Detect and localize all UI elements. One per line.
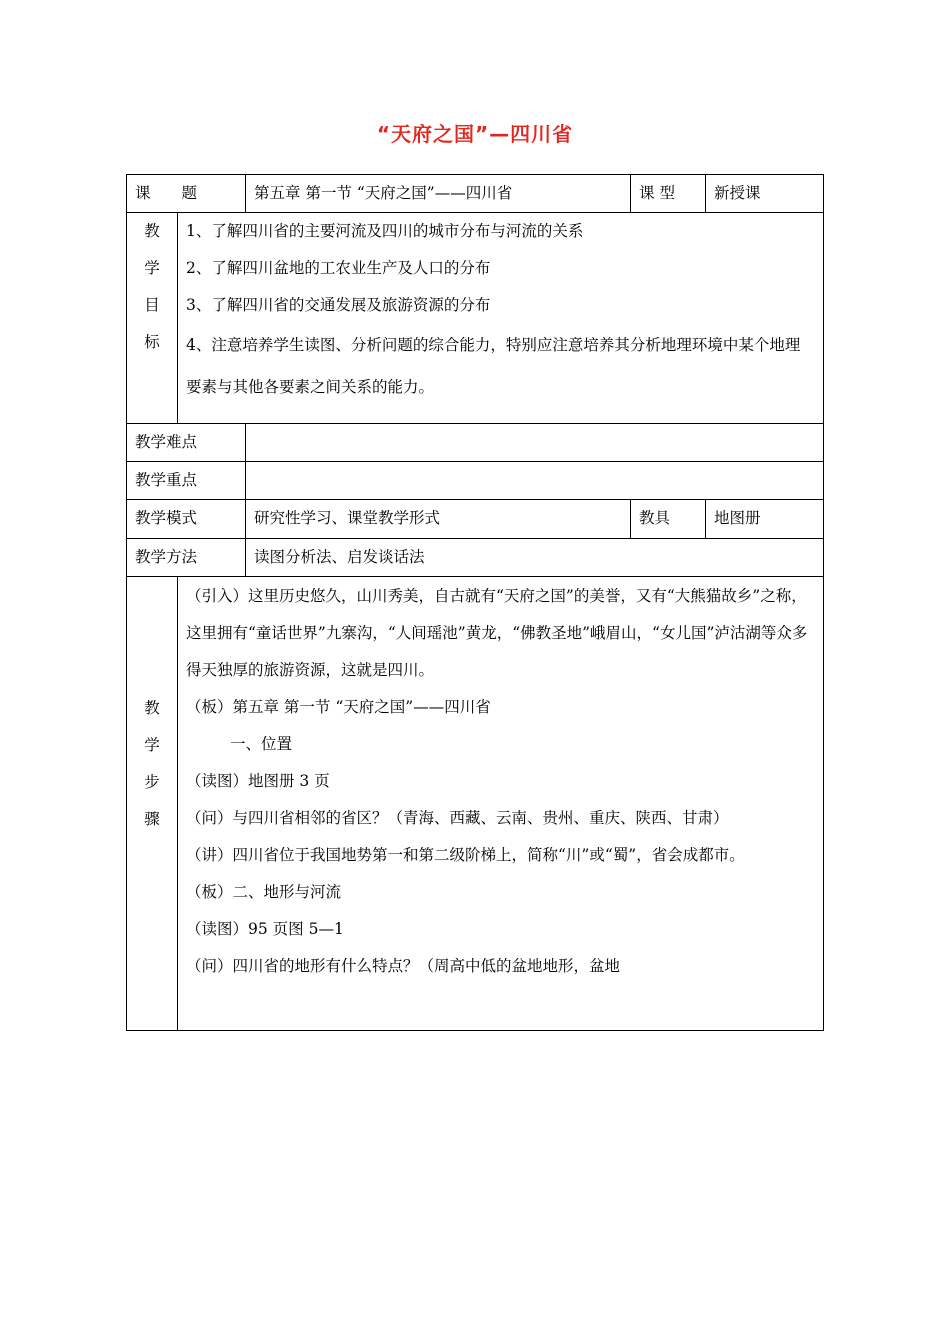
step-paragraph: （读图）地图册 3 页 [186,772,330,790]
difficulty-row [127,424,824,462]
steps-label-char: 步 [144,772,160,791]
key-points-label: 教学重点 [127,462,246,500]
goal-item: 3、了解四川省的交通发展及旅游资源的分布 [186,296,491,314]
step-paragraph: （问）四川省的地形有什么特点？（周高中低的盆地地形，盆地 [186,957,621,975]
goals-row [127,213,824,424]
goals-content [178,213,824,424]
step-paragraph: （问）与四川省相邻的省区？（青海、西藏、云南、贵州、重庆、陕西、甘肃） [186,809,729,827]
mode-value: 研究性学习、课堂教学形式 [246,500,631,539]
mode-label: 教学模式 [127,500,246,539]
tools-label: 教具 [631,500,706,539]
step-paragraph: （板）二、地形与河流 [186,883,342,901]
goal-item: 1、了解四川省的主要河流及四川的城市分布与河流的关系 [186,222,584,240]
goal-item: 4、注意培养学生读图、分析问题的综合能力，特别应注意培养其分析地理环境中某个地理要素与其他各要素之间关系的能力。 [186,336,801,396]
mode-row [127,500,824,539]
step-paragraph: （引入）这里历史悠久，山川秀美，自古就有“天府之国”的美誉，又有“大熊猫故乡”之称，这里拥有“童话世界”九寨沟，“人间瑶池”黄龙，“佛教圣地”峨眉山，“女儿国”泸沽湖等众多得天独厚的旅游资源，这就是四川。 [186,587,808,679]
goals-label-char: 教 [144,222,160,240]
steps-label-char: 骤 [144,809,160,828]
difficulty-value [246,424,824,462]
steps-label-char: 教 [144,698,160,717]
lesson-type-label: 课 型 [631,175,706,213]
method-row [127,539,824,577]
steps-label [127,577,178,1031]
topic-row [127,175,824,213]
lesson-type-value: 新授课 [706,175,824,213]
key-points-value [246,462,824,500]
goals-label [127,213,178,424]
goals-label-char: 学 [144,259,160,277]
lesson-plan-table [126,174,824,1031]
method-value: 读图分析法、启发谈话法 [246,539,824,577]
step-paragraph: （讲）四川省位于我国地势第一和第二级阶梯上，简称“川”或“蜀”，省会成都市。 [186,846,745,864]
steps-content [178,577,824,1031]
goals-label-char: 目 [144,296,160,314]
difficulty-label: 教学难点 [127,424,246,462]
tools-value: 地图册 [706,500,824,539]
topic-label: 课 题 [127,175,246,213]
document-title: “天府之国”—四川省 [376,122,574,146]
step-paragraph: （板）第五章 第一节 “天府之国”——四川省 [186,698,491,716]
step-paragraph: （读图）95 页图 5—1 [186,920,344,938]
topic-value: 第五章 第一节 “天府之国”——四川省 [246,175,631,213]
goals-label-char: 标 [144,333,160,351]
goal-item: 2、了解四川盆地的工农业生产及人口的分布 [186,259,491,277]
key-points-row [127,462,824,500]
step-paragraph: 一、位置 [230,735,293,753]
steps-label-char: 学 [144,735,160,754]
steps-row [127,577,824,1031]
method-label: 教学方法 [127,539,246,577]
